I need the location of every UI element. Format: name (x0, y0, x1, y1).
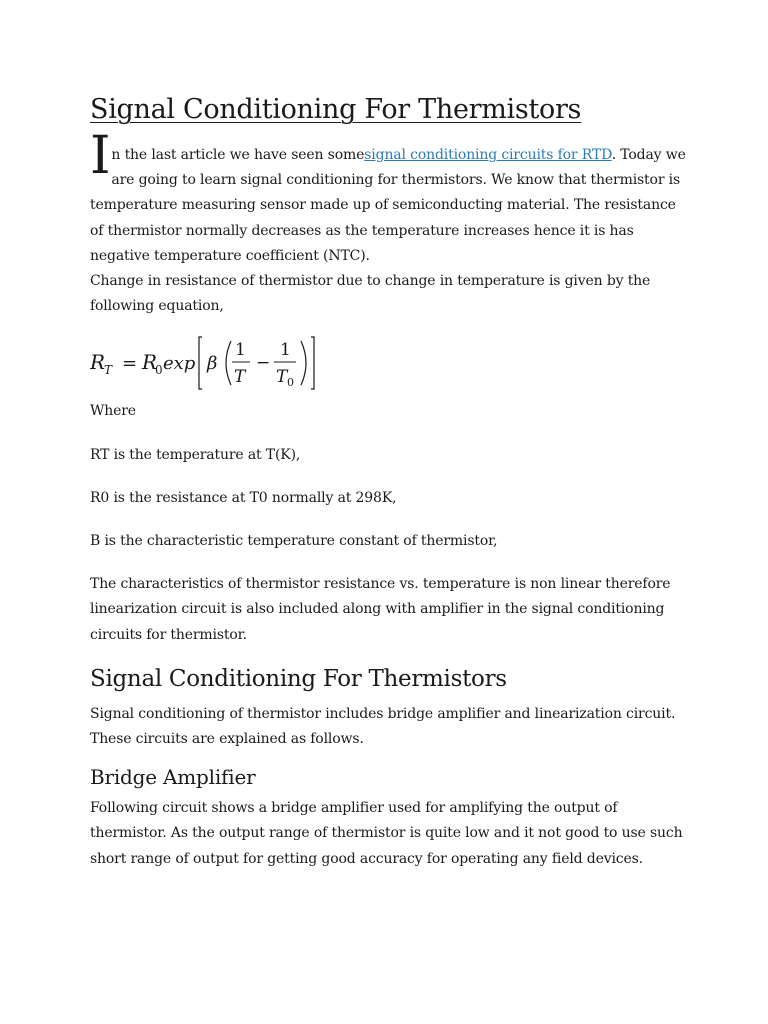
definition-r0: R0 is the resistance at T0 normally at 298K, (90, 489, 397, 506)
definition-b: B is the characteristic temperature constant of thermistor, (90, 533, 498, 550)
eq-num2: 1 (280, 340, 291, 361)
article-title: Signal Conditioning For Thermistors (90, 94, 582, 125)
intro-text-start: n the last article we have seen some (111, 147, 365, 163)
eq-r0: R (142, 350, 158, 375)
eq-den1: T (234, 367, 246, 388)
where-label: Where (90, 403, 136, 420)
thermistor-equation (90, 331, 690, 395)
intro-paragraph (90, 126, 690, 269)
eq-lhs: R (90, 350, 106, 375)
section-paragraph: Signal conditioning of thermistor includes bridge amplifier and linearization circuit. These circuits are explained as follows. (90, 705, 676, 748)
eq-minus: − (256, 353, 271, 374)
eq-exp: exp (163, 353, 196, 375)
eq-r0-sub: 0 (155, 363, 163, 378)
characteristics-paragraph: The characteristics of thermistor resistance vs. temperature is non linear therefore linearization circuit is also included along with amplifier in the signal conditioning circuits for thermistor. (90, 576, 671, 643)
eq-equals: = (122, 353, 138, 375)
section-heading: Signal Conditioning For Thermistors (90, 665, 507, 692)
intro-text-rest: . Today we are going to learn signal conditioning for thermistors. We know that thermistor is temperature measuring sensor made up of semiconducting material. The resistance of thermistor normally decreases as the temperature increases hence it is has negative temperature coefficient (NTC). (90, 147, 686, 264)
right-paren (301, 341, 306, 385)
eq-den2: T (276, 367, 288, 388)
left-square-bracket (199, 337, 202, 389)
equation-intro: Change in resistance of thermistor due to change in temperature is given by the following equation, (90, 273, 651, 315)
eq-den2-sub: 0 (287, 376, 294, 390)
left-paren (226, 341, 231, 385)
eq-beta: β (207, 353, 218, 375)
eq-lhs-sub: T (104, 363, 113, 378)
bridge-amplifier-paragraph: Following circuit shows a bridge amplifier used for amplifying the output of thermistor. As the output range of thermistor is quite low and it not good to use such short range of output for getting good accuracy for operating any field devices. (90, 800, 683, 867)
drop-cap: I (90, 126, 111, 186)
article (90, 90, 690, 872)
definition-rt: RT is the temperature at T(K), (90, 446, 301, 463)
eq-num1: 1 (235, 340, 246, 361)
right-square-bracket (311, 337, 314, 389)
rtd-circuits-link[interactable]: signal conditioning circuits for RTD (364, 147, 612, 163)
bridge-amplifier-heading: Bridge Amplifier (90, 765, 256, 790)
